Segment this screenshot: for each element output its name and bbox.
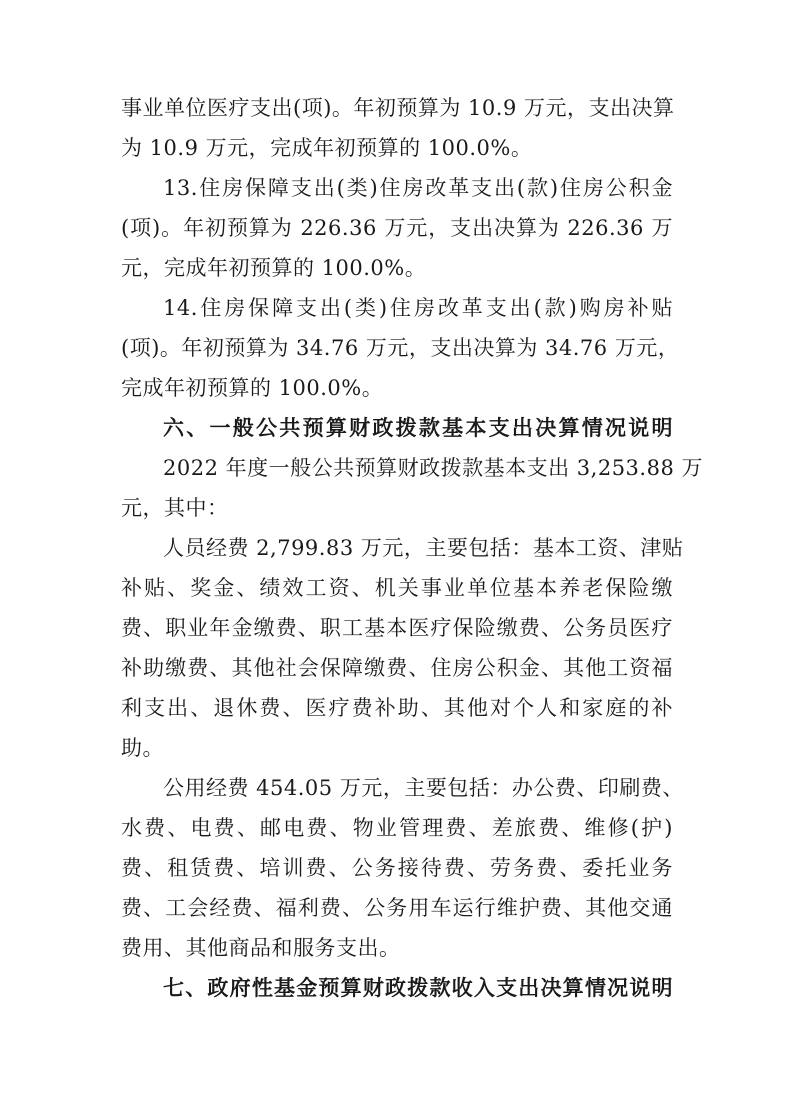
text-line: 元，其中：: [121, 496, 229, 520]
text-line: 补助缴费、其他社会保障缴费、住房公积金、其他工资福: [121, 656, 673, 680]
text-line: 公用经费 454.05 万元，主要包括：办公费、印刷费、: [163, 776, 684, 800]
text-line: 人员经费 2,799.83 万元，主要包括：基本工资、津贴: [163, 536, 684, 560]
text-line: 完成年初预算的 100.0%。: [121, 376, 384, 400]
text-line: 事业单位医疗支出(项)。年初预算为 10.9 万元，支出决算: [121, 96, 675, 120]
text-line: 元，完成年初预算的 100.0%。: [121, 256, 427, 280]
text-line: 费、租赁费、培训费、公务接待费、劳务费、委托业务: [121, 856, 673, 880]
text-line: 助。: [121, 736, 164, 760]
text-line: 2022 年度一般公共预算财政拨款基本支出 3,253.88 万: [163, 456, 703, 480]
section-heading: 七、政府性基金预算财政拨款收入支出决算情况说明: [163, 976, 673, 1000]
text-line: 14.住房保障支出(类)住房改革支出(款)购房补贴: [163, 296, 673, 320]
text-line: 费用、其他商品和服务支出。: [121, 936, 401, 960]
text-line: (项)。年初预算为 226.36 万元，支出决算为 226.36 万: [121, 216, 673, 240]
text-line: 费、工会经费、福利费、公务用车运行维护费、其他交通: [121, 896, 673, 920]
text-line: 补贴、奖金、绩效工资、机关事业单位基本养老保险缴: [121, 576, 673, 600]
text-line: 水费、电费、邮电费、物业管理费、差旅费、维修(护): [121, 816, 673, 840]
text-line: 利支出、退休费、医疗费补助、其他对个人和家庭的补: [121, 696, 673, 720]
text-line: (项)。年初预算为 34.76 万元，支出决算为 34.76 万元，: [121, 336, 680, 360]
text-line: 为 10.9 万元，完成年初预算的 100.0%。: [121, 136, 533, 160]
section-heading: 六、一般公共预算财政拨款基本支出决算情况说明: [163, 416, 673, 440]
text-line: 13.住房保障支出(类)住房改革支出(款)住房公积金: [163, 176, 673, 200]
text-line: 费、职业年金缴费、职工基本医疗保险缴费、公务员医疗: [121, 616, 673, 640]
